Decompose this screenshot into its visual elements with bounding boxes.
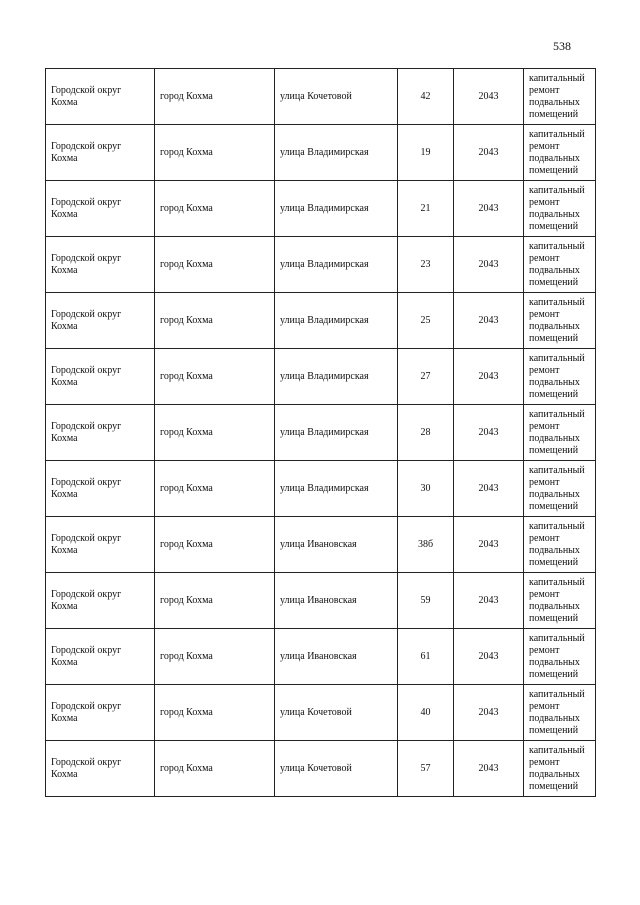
cell-work-type: капитальный ремонт подвальных помещений bbox=[524, 405, 596, 461]
cell-town: город Кохма bbox=[155, 461, 275, 517]
cell-house-number: 40 bbox=[398, 685, 454, 741]
cell-house-number: 19 bbox=[398, 125, 454, 181]
table-row bbox=[46, 293, 596, 349]
table-row bbox=[46, 461, 596, 517]
cell-town: город Кохма bbox=[155, 741, 275, 797]
cell-year: 2043 bbox=[454, 349, 524, 405]
table-row bbox=[46, 685, 596, 741]
table-row bbox=[46, 573, 596, 629]
cell-town: город Кохма bbox=[155, 517, 275, 573]
cell-year: 2043 bbox=[454, 741, 524, 797]
cell-year: 2043 bbox=[454, 69, 524, 125]
cell-town: город Кохма bbox=[155, 293, 275, 349]
cell-year: 2043 bbox=[454, 125, 524, 181]
cell-house-number: 21 bbox=[398, 181, 454, 237]
table-row bbox=[46, 349, 596, 405]
cell-town: город Кохма bbox=[155, 125, 275, 181]
cell-street: улица Владимирская bbox=[275, 237, 398, 293]
cell-work-type: капитальный ремонт подвальных помещений bbox=[524, 69, 596, 125]
cell-district: Городской округ Кохма bbox=[46, 69, 155, 125]
cell-work-type: капитальный ремонт подвальных помещений bbox=[524, 741, 596, 797]
table-body bbox=[46, 69, 596, 797]
cell-work-type: капитальный ремонт подвальных помещений bbox=[524, 461, 596, 517]
cell-district: Городской округ Кохма bbox=[46, 517, 155, 573]
table-row bbox=[46, 125, 596, 181]
cell-year: 2043 bbox=[454, 181, 524, 237]
cell-district: Городской округ Кохма bbox=[46, 461, 155, 517]
cell-street: улица Владимирская bbox=[275, 405, 398, 461]
cell-district: Городской округ Кохма bbox=[46, 181, 155, 237]
cell-house-number: 23 bbox=[398, 237, 454, 293]
cell-house-number: 25 bbox=[398, 293, 454, 349]
cell-district: Городской округ Кохма bbox=[46, 237, 155, 293]
cell-house-number: 30 bbox=[398, 461, 454, 517]
cell-street: улица Ивановская bbox=[275, 517, 398, 573]
cell-district: Городской округ Кохма bbox=[46, 293, 155, 349]
cell-street: улица Кочетовой bbox=[275, 69, 398, 125]
cell-district: Городской округ Кохма bbox=[46, 741, 155, 797]
cell-town: город Кохма bbox=[155, 69, 275, 125]
cell-district: Городской округ Кохма bbox=[46, 349, 155, 405]
cell-town: город Кохма bbox=[155, 685, 275, 741]
cell-year: 2043 bbox=[454, 237, 524, 293]
cell-street: улица Кочетовой bbox=[275, 685, 398, 741]
cell-street: улица Ивановская bbox=[275, 629, 398, 685]
page-number: 538 bbox=[553, 39, 571, 53]
cell-town: город Кохма bbox=[155, 181, 275, 237]
cell-street: улица Владимирская bbox=[275, 461, 398, 517]
cell-district: Городской округ Кохма bbox=[46, 125, 155, 181]
cell-house-number: 27 bbox=[398, 349, 454, 405]
cell-work-type: капитальный ремонт подвальных помещений bbox=[524, 517, 596, 573]
cell-house-number: 42 bbox=[398, 69, 454, 125]
cell-work-type: капитальный ремонт подвальных помещений bbox=[524, 125, 596, 181]
cell-district: Городской округ Кохма bbox=[46, 573, 155, 629]
cell-district: Городской округ Кохма bbox=[46, 629, 155, 685]
cell-year: 2043 bbox=[454, 293, 524, 349]
table-row bbox=[46, 237, 596, 293]
cell-street: улица Владимирская bbox=[275, 181, 398, 237]
cell-year: 2043 bbox=[454, 573, 524, 629]
cell-year: 2043 bbox=[454, 405, 524, 461]
cell-work-type: капитальный ремонт подвальных помещений bbox=[524, 293, 596, 349]
cell-work-type: капитальный ремонт подвальных помещений bbox=[524, 629, 596, 685]
cell-work-type: капитальный ремонт подвальных помещений bbox=[524, 685, 596, 741]
table-row bbox=[46, 69, 596, 125]
cell-year: 2043 bbox=[454, 685, 524, 741]
table-row bbox=[46, 517, 596, 573]
cell-house-number: 61 bbox=[398, 629, 454, 685]
cell-work-type: капитальный ремонт подвальных помещений bbox=[524, 181, 596, 237]
cell-district: Городской округ Кохма bbox=[46, 405, 155, 461]
table-row bbox=[46, 181, 596, 237]
cell-house-number: 57 bbox=[398, 741, 454, 797]
cell-street: улица Ивановская bbox=[275, 573, 398, 629]
cell-work-type: капитальный ремонт подвальных помещений bbox=[524, 237, 596, 293]
cell-street: улица Владимирская bbox=[275, 125, 398, 181]
table-row bbox=[46, 629, 596, 685]
cell-house-number: 59 bbox=[398, 573, 454, 629]
cell-town: город Кохма bbox=[155, 405, 275, 461]
cell-town: город Кохма bbox=[155, 573, 275, 629]
cell-work-type: капитальный ремонт подвальных помещений bbox=[524, 573, 596, 629]
cell-district: Городской округ Кохма bbox=[46, 685, 155, 741]
cell-town: город Кохма bbox=[155, 349, 275, 405]
cell-street: улица Владимирская bbox=[275, 349, 398, 405]
cell-house-number: 28 bbox=[398, 405, 454, 461]
table-row bbox=[46, 405, 596, 461]
repair-schedule-table bbox=[45, 68, 596, 797]
table-row bbox=[46, 741, 596, 797]
cell-street: улица Владимирская bbox=[275, 293, 398, 349]
cell-town: город Кохма bbox=[155, 629, 275, 685]
cell-house-number: 38б bbox=[398, 517, 454, 573]
cell-town: город Кохма bbox=[155, 237, 275, 293]
cell-work-type: капитальный ремонт подвальных помещений bbox=[524, 349, 596, 405]
cell-year: 2043 bbox=[454, 517, 524, 573]
cell-year: 2043 bbox=[454, 461, 524, 517]
cell-street: улица Кочетовой bbox=[275, 741, 398, 797]
cell-year: 2043 bbox=[454, 629, 524, 685]
